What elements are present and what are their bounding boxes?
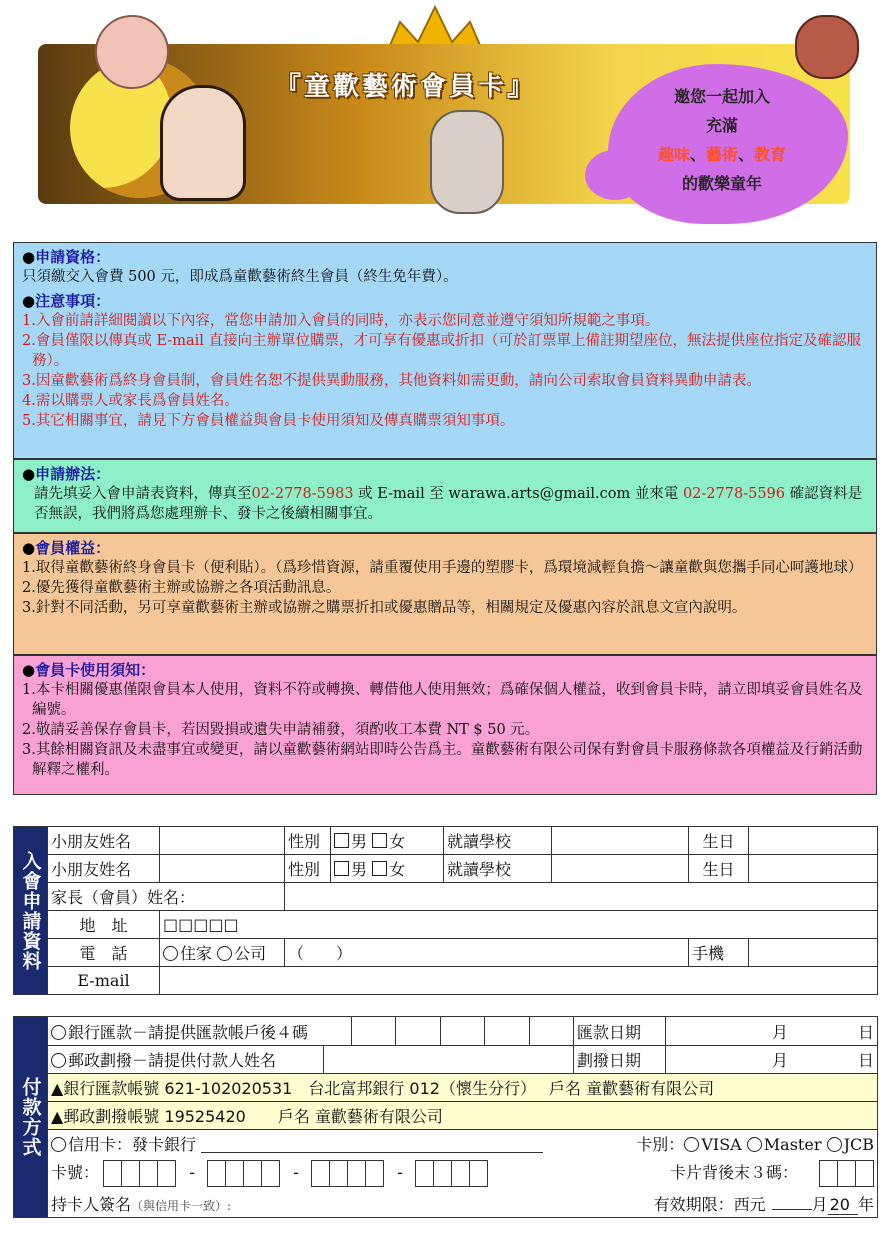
child-name-field[interactable]: [160, 855, 285, 883]
parent-name-label: 家長（會員）姓名：: [48, 883, 285, 911]
section-heading: [22, 247, 868, 267]
email-label: E-mail: [48, 967, 160, 995]
school-label: 就讀學校: [444, 855, 552, 883]
female-checkbox[interactable]: [372, 861, 387, 876]
school-label: 就讀學校: [444, 827, 552, 855]
list-item: 1.入會前請詳細閱讀以下內容，當您申請加入會員的同時，亦表示您同意並遵守須知所規範之事項。: [22, 313, 660, 329]
list-item: 2.敬請妥善保存會員卡，若因毀損或遺失申請補發，須酌收工本費 NT $ 50 元。: [22, 722, 540, 738]
header-banner: [0, 0, 890, 238]
signature-note: （與信用卡一致）:: [131, 1198, 232, 1213]
apply-text-part: 請先填妥入會申請表資料，傳真至: [34, 486, 252, 502]
qualification-text: 只須繳交入會費 500 元，即成爲童歡藝術終生會員（終生免年費）。: [22, 269, 458, 285]
slogan-highlight: 趣味: [657, 145, 690, 164]
month-label: 月: [771, 1022, 788, 1042]
expiry-year-label: 年: [857, 1194, 874, 1214]
account-digit-cell[interactable]: [351, 1017, 395, 1045]
postal-account-info: ▲郵政劃撥帳號 19525420 戶名 童歡藝術有限公司: [48, 1102, 878, 1130]
male-checkbox[interactable]: [334, 861, 349, 876]
email-field[interactable]: [160, 967, 878, 995]
credit-card-row: [48, 1130, 878, 1158]
signature-row: [48, 1190, 878, 1218]
postal-transfer-label: 郵政劃撥－請提供付款人姓名: [68, 1051, 277, 1070]
birthday-field[interactable]: [749, 855, 878, 883]
mobile-label: 手機: [689, 939, 749, 967]
postal-date-label: 劃撥日期: [574, 1046, 666, 1074]
payment-form-table: [13, 1016, 878, 1218]
female-checkbox[interactable]: [372, 833, 387, 848]
visa-radio[interactable]: [684, 1137, 699, 1152]
slogan-separator: 、: [689, 145, 706, 164]
gender-options: [331, 827, 444, 855]
phone-number: 02-2778-5596: [682, 486, 786, 502]
day-label: 日: [857, 1022, 874, 1042]
address-label: 地 址: [48, 911, 160, 939]
card-number-group[interactable]: [104, 1163, 176, 1182]
master-radio[interactable]: [747, 1137, 762, 1152]
banner-slogan: [612, 82, 832, 198]
list-item: 4.需以購票人或家長爲會員姓名。: [22, 393, 239, 409]
monkey-king-illustration: [430, 110, 504, 214]
account-digit-cell[interactable]: [440, 1017, 484, 1045]
bank-transfer-row: [48, 1017, 574, 1046]
join-form-table: [13, 826, 878, 995]
pig-puppet-illustration: [95, 15, 169, 89]
slogan-line: 充滿: [705, 116, 738, 135]
apply-text-part: 確認資料是否無誤，我們將爲您處理辦卡、發卡之後續相關事宜。: [34, 486, 863, 522]
expiry-area: [654, 1192, 874, 1215]
bank-transfer-option[interactable]: [48, 1020, 351, 1043]
male-label: 男: [351, 860, 368, 879]
list-item: 3.針對不同活動，另可享童歡藝術主辦或協辦之購票折扣或優惠贈品等，相關規定及優惠內容於訊息文宣內說明。: [22, 600, 747, 616]
school-field[interactable]: [552, 855, 689, 883]
dash-separator: -: [189, 1163, 195, 1182]
heading-text: 申請辦法：: [35, 465, 111, 483]
postal-transfer-option[interactable]: [48, 1046, 324, 1074]
section-label-text: 付款方式: [19, 1077, 42, 1157]
cvv-label: 卡片背後末３碼：: [669, 1163, 798, 1182]
apply-text: [22, 484, 868, 524]
slogan-line: 的歡樂童年: [681, 174, 762, 193]
postal-transfer-radio[interactable]: [51, 1053, 66, 1068]
list-item: 3.因童歡藝術爲終身會員制，會員姓名恕不提供異動服務，其他資料如需更動，請向公司索取會員資料異動申請表。: [22, 373, 761, 389]
bank-account-info: ▲銀行匯款帳號 621-102020531 台北富邦銀行 012（懷生分行） 戶名 童歡藝術有限公司: [48, 1074, 878, 1102]
phone-type-options: [160, 939, 285, 967]
transfer-date-label: 匯款日期: [574, 1017, 666, 1046]
section-heading: [22, 291, 868, 311]
section-label-text: 入會申請資料: [19, 850, 42, 971]
home-label: 住家: [180, 944, 213, 963]
mobile-field[interactable]: [749, 939, 878, 967]
male-checkbox[interactable]: [334, 833, 349, 848]
child-name-label: 小朋友姓名: [48, 855, 160, 883]
list-item: 5.其它相關事宜，請見下方會員權益與會員卡使用須知及傳真購票須知事項。: [22, 413, 515, 429]
list-item: 2.優先獲得童歡藝術主辦或協辦之各項活動訊息。: [22, 580, 341, 596]
girl-puppet-illustration: [160, 85, 246, 201]
bank-transfer-label: 銀行匯款－請提供匯款帳戶後４碼: [68, 1022, 309, 1042]
slogan-line: 邀您一起加入: [673, 87, 770, 106]
list-item: 2.會員僅限以傳真或 E-mail 直接向主辦單位購票，才可享有優惠或折扣（可於訂票單上備註期望座位，無法提供座位指定及確認服務）。: [22, 333, 861, 369]
bullet-icon: ●: [22, 661, 36, 679]
bank-transfer-radio[interactable]: [51, 1025, 66, 1040]
female-label: 女: [389, 860, 406, 879]
card-number-group[interactable]: [312, 1163, 384, 1182]
fax-number: 02-2778-5983: [251, 486, 354, 502]
gender-options: [331, 855, 444, 883]
card-type-options: [636, 1132, 874, 1155]
issuing-bank-field[interactable]: [201, 1136, 543, 1153]
qualification-section: [13, 242, 877, 459]
bullet-icon: ●: [22, 465, 36, 483]
school-field[interactable]: [552, 827, 689, 855]
card-usage-section: [13, 655, 877, 795]
child-name-field[interactable]: [160, 827, 285, 855]
bullet-icon: ●: [22, 539, 36, 557]
office-radio[interactable]: [217, 946, 232, 961]
jcb-label: JCB: [843, 1135, 874, 1155]
expiry-month-field[interactable]: [772, 1194, 812, 1210]
phone-label: 電 話: [48, 939, 160, 967]
card-type-label: 卡別：: [636, 1135, 685, 1155]
birthday-label: 生日: [689, 827, 749, 855]
apply-text-part: 或 E-mail 至 warawa.arts@gmail.com 並來電: [353, 486, 683, 502]
slogan-separator: 、: [738, 145, 755, 164]
account-digit-cell[interactable]: [395, 1017, 439, 1045]
section-heading: [22, 538, 868, 558]
bullet-icon: ●: [22, 292, 36, 310]
expiry-year-field[interactable]: 20: [828, 1195, 858, 1215]
slogan-highlight: 教育: [754, 145, 787, 164]
parent-name-field[interactable]: [285, 883, 878, 911]
account-digit-cell[interactable]: [529, 1017, 573, 1045]
bullet-icon: ●: [22, 248, 36, 266]
member-rights-section: [13, 533, 877, 655]
payer-name-field[interactable]: [324, 1046, 574, 1074]
list-item: 3.其餘相關資訊及未盡事宜或變更，請以童歡藝術網站即時公告爲主。童歡藝術有限公司保有對會員卡服務條款各項權益及行銷活動解釋之權利。: [22, 742, 863, 778]
card-number-group[interactable]: [416, 1163, 488, 1182]
master-label: Master: [763, 1135, 822, 1155]
visa-label: VISA: [701, 1135, 742, 1155]
female-label: 女: [389, 832, 406, 851]
list-item: 1.取得童歡藝術終身會員卡（便利貼）。（爲珍惜資源，請重覆使用手邊的塑膠卡，爲環境減輕負擔～讓童歡與您攜手同心呵護地球）: [22, 560, 863, 576]
expiry-month-label: 月: [811, 1194, 828, 1214]
male-label: 男: [351, 832, 368, 851]
child-name-label: 小朋友姓名: [48, 827, 160, 855]
expiry-label: 有效期限：西元: [653, 1194, 766, 1214]
heading-text: 會員卡使用須知：: [35, 661, 156, 679]
join-section-label: [14, 827, 48, 995]
card-number-label: 卡號：: [51, 1163, 100, 1182]
gender-label: 性別: [285, 827, 331, 855]
day-label: 日: [857, 1051, 874, 1070]
credit-card-radio[interactable]: [51, 1137, 66, 1152]
home-radio[interactable]: [163, 946, 178, 961]
card-number-row: [48, 1158, 878, 1190]
heading-text: 注意事項：: [35, 292, 111, 310]
dash-separator: -: [397, 1163, 403, 1182]
slogan-line: [612, 140, 832, 169]
area-code-parens: （ ）: [288, 944, 353, 963]
address-field[interactable]: [160, 911, 878, 939]
list-item: 1.本卡相關優惠僅限會員本人使用，資料不符或轉換、轉借他人使用無效；爲確保個人權益，收到會員卡時，請立即填妥會員姓名及編號。: [22, 682, 863, 718]
birthday-label: 生日: [689, 855, 749, 883]
office-label: 公司: [234, 944, 267, 963]
credit-card-label: 信用卡：發卡銀行: [68, 1135, 197, 1155]
month-label: 月: [771, 1051, 788, 1070]
account-digit-cell[interactable]: [484, 1017, 528, 1045]
cvv-area: [670, 1160, 874, 1187]
section-heading: [22, 464, 868, 484]
postcode-boxes[interactable]: □□□□□: [163, 915, 239, 934]
section-heading: [22, 660, 868, 680]
payment-section-label: [14, 1017, 48, 1218]
transfer-date-field[interactable]: [666, 1017, 878, 1046]
dash-separator: -: [293, 1163, 299, 1182]
postal-date-field[interactable]: [666, 1046, 878, 1074]
gender-label: 性別: [285, 855, 331, 883]
banner-title: 『童歡藝術會員卡』: [275, 72, 537, 102]
apply-section: [13, 459, 877, 533]
phone-field[interactable]: [285, 939, 689, 967]
jcb-radio[interactable]: [827, 1137, 842, 1152]
slogan-highlight: 藝術: [705, 145, 738, 164]
signature-label: 持卡人簽名: [51, 1194, 132, 1214]
heading-text: 會員權益：: [35, 539, 111, 557]
heading-text: 申請資格：: [35, 248, 111, 266]
birthday-field[interactable]: [749, 827, 878, 855]
dog-puppet-illustration: [795, 15, 859, 79]
card-number-group[interactable]: [208, 1163, 280, 1182]
cvv-group[interactable]: [820, 1163, 874, 1182]
